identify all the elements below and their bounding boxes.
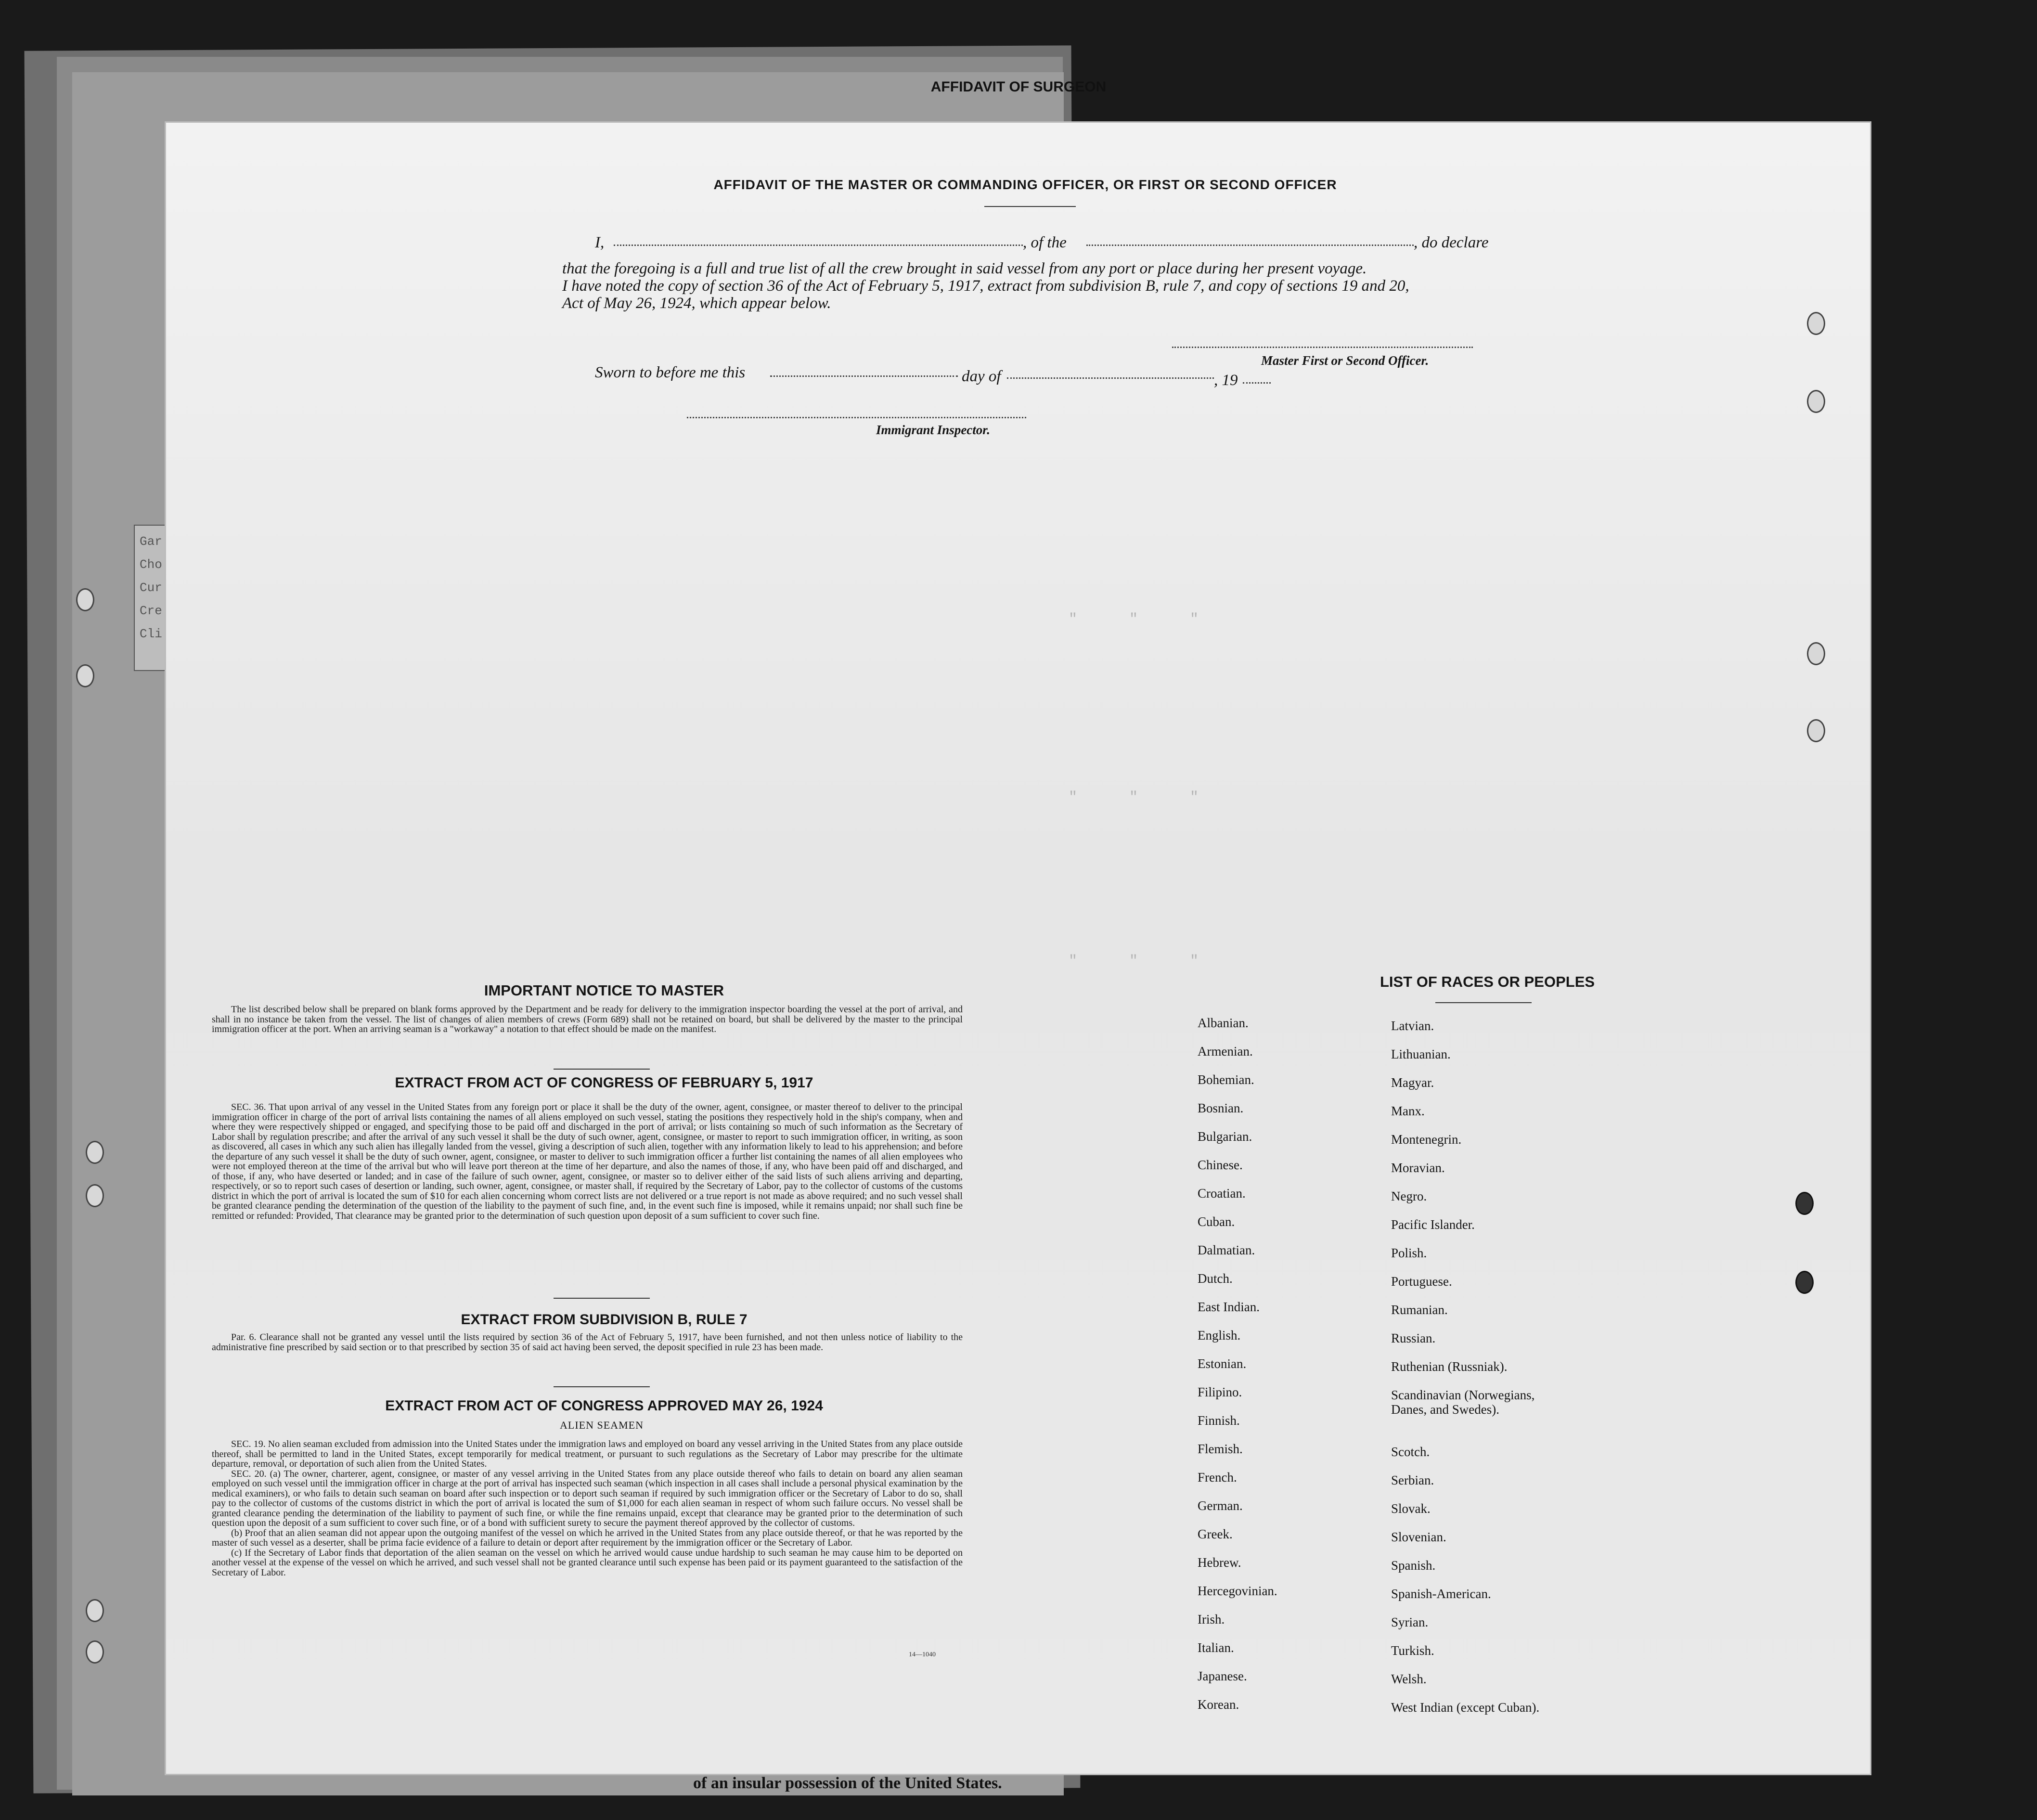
race-item: French.	[1198, 1470, 1237, 1484]
race-item: Spanish.	[1391, 1558, 1436, 1573]
race-item: Montenegrin.	[1391, 1132, 1462, 1147]
affidavit-body-line: Act of May 26, 1924, which appear below.	[562, 295, 831, 312]
title-rule	[984, 206, 1076, 207]
race-item: Turkish.	[1391, 1643, 1434, 1658]
affidavit-i-label: I,	[595, 234, 605, 251]
year-label: , 19	[1214, 372, 1238, 389]
race-item: Welsh.	[1391, 1672, 1427, 1686]
race-item: Magyar.	[1391, 1075, 1434, 1090]
rule-7-body: Par. 6. Clearance shall not be granted any vessel until the lists required by section 36 of the Act of February 5, 1917, have been furnished, and not then unless notice of liability to the administrative fine prescribed by said section or to that prescribed by section 35 of said act having been served, the deposit specified in rule 23 has been made.	[212, 1332, 963, 1353]
race-item: Flemish.	[1198, 1442, 1243, 1456]
race-item: West Indian (except Cuban).	[1391, 1700, 1540, 1715]
strip-label: Cur	[140, 581, 162, 595]
section-rule	[554, 1298, 650, 1299]
affidavit-body-line: that the foregoing is a full and true list of all the crew brought in said vessel from any port or place during her present voyage.	[562, 260, 1367, 277]
section-rule	[1435, 1002, 1532, 1003]
races-title: LIST OF RACES OR PEOPLES	[1379, 973, 1595, 990]
affidavit-title: AFFIDAVIT OF THE MASTER OR COMMANDING OFFICER, OR FIRST OR SECOND OFFICER	[713, 177, 1337, 192]
race-item: Scotch.	[1391, 1445, 1430, 1459]
bleed-through-text: " " "	[1069, 953, 1199, 969]
master-signature-label: Master First or Second Officer.	[1261, 353, 1429, 368]
section-rule	[554, 1386, 650, 1387]
notice-body: The list described below shall be prepared on blank forms approved by the Department and be ready for delivery to the immigration inspector boarding the vessel at the port of arrival, and shall in no instance be taken from the vessel. The list of changes of alien members of crews (Form 689) shall not be retained on board, but shall be delivered by the master to the principal immigration officer at the port. When an arriving seaman is a "workaway" a notation to that effect should be made on the manifest.	[212, 1004, 963, 1034]
act-1924-text	[212, 1439, 963, 1577]
punch-hole-icon	[1807, 390, 1825, 413]
race-item: Bosnian.	[1198, 1101, 1244, 1115]
race-item: Negro.	[1391, 1189, 1427, 1203]
act-1917-title: EXTRACT FROM ACT OF CONGRESS OF FEBRUARY 5, 1917	[395, 1075, 813, 1091]
race-item: Finnish.	[1198, 1413, 1240, 1428]
race-item: Rumanian.	[1391, 1303, 1448, 1317]
race-item: Armenian.	[1198, 1044, 1253, 1058]
sworn-month-field[interactable]	[1007, 377, 1214, 379]
race-item: Greek.	[1198, 1527, 1233, 1541]
act-1924-subtitle: ALIEN SEAMEN	[560, 1419, 644, 1431]
race-item: Bohemian.	[1198, 1072, 1254, 1087]
race-item: Manx.	[1391, 1104, 1425, 1118]
race-item: Moravian.	[1391, 1161, 1445, 1175]
race-item: East Indian.	[1198, 1300, 1260, 1314]
strip-label: Gar	[140, 534, 162, 549]
race-item: Dalmatian.	[1198, 1243, 1255, 1257]
notice-text	[212, 1005, 963, 1034]
rule-7-text	[212, 1332, 963, 1352]
punch-hole-icon	[1795, 1271, 1814, 1294]
race-item: Italian.	[1198, 1640, 1234, 1655]
race-item: Serbian.	[1391, 1473, 1434, 1487]
race-item: Slovenian.	[1391, 1530, 1446, 1544]
punch-hole-icon	[86, 1640, 104, 1664]
strip-label: Cli	[140, 627, 162, 641]
section-20b: (b) Proof that an alien seaman did not appear upon the outgoing manifest of the vessel on which he arrived in the United States from any place outside thereof, or that he was reported by the master of such vessel as a deserter, shall be prima facie evidence of a failure to detain or deport after requirement by the immigration officer or the Secretary of Labor.	[212, 1527, 963, 1548]
punch-hole-icon	[86, 1141, 104, 1164]
race-item: Hercegovinian.	[1198, 1584, 1277, 1598]
vessel-field[interactable]	[1086, 245, 1414, 246]
race-item: Ruthenian (Russniak).	[1391, 1359, 1508, 1374]
punch-hole-icon	[1807, 719, 1825, 742]
race-item: Lithuanian.	[1391, 1047, 1451, 1061]
race-item: Russian.	[1391, 1331, 1436, 1345]
race-item: Cuban.	[1198, 1214, 1235, 1229]
race-item: Hebrew.	[1198, 1555, 1241, 1570]
race-item: Pacific Islander.	[1391, 1217, 1475, 1232]
form-number: 14—1040	[909, 1651, 936, 1658]
affidavit-body-line: I have noted the copy of section 36 of the Act of February 5, 1917, extract from subdivision B, rule 7, and copy of sections 19 and 20,	[562, 277, 1409, 295]
race-item: Estonian.	[1198, 1356, 1247, 1371]
race-item	[1391, 1388, 1564, 1445]
race-item-text: Scandinavian (Norwegians, Danes, and Swedes).	[1391, 1388, 1535, 1417]
affidavit-of-the-label: , of the	[1023, 234, 1067, 251]
day-of-label: day of	[962, 368, 1001, 385]
race-item: Syrian.	[1391, 1615, 1429, 1629]
race-item: Latvian.	[1391, 1019, 1434, 1033]
race-item: Polish.	[1391, 1246, 1427, 1260]
section-19: SEC. 19. No alien seaman excluded from admission into the United States under the immigration laws and employed on board any vessel arriving in the United States from any place outside thereof, shall be permitted to land in the United States, except temporarily for medical treatment, or pursuant to such regulations as the Secretary of Labor may prescribe for the ultimate departure, removal, or deportation of such alien from the United States.	[212, 1439, 963, 1469]
race-item: Chinese.	[1198, 1158, 1243, 1172]
inspector-signature-field[interactable]	[687, 417, 1026, 418]
race-item: Japanese.	[1198, 1669, 1247, 1683]
bleed-through-text: " " "	[1069, 789, 1199, 806]
race-item: English.	[1198, 1328, 1241, 1342]
punch-hole-icon	[76, 588, 94, 611]
section-20c: (c) If the Secretary of Labor finds that deportation of the alien seaman on the vessel on which he arrived would cause undue hardship to such seaman he may cause him to be deported on another vessel at the expense of the vessel on which he arrived, and such vessel shall not be granted clearance until such expense has been paid or its payment guaranteed to the satisfaction of the Secretary of Labor.	[212, 1547, 963, 1578]
bleed-through-text: " " "	[1069, 611, 1199, 628]
race-item: Filipino.	[1198, 1385, 1242, 1399]
act-1924-title: EXTRACT FROM ACT OF CONGRESS APPROVED MAY 26, 1924	[385, 1398, 823, 1414]
section-20a: SEC. 20. (a) The owner, charterer, agent, consignee, or master of any vessel arriving in the United States from any place outside thereof who fails to detain on board any alien seaman employed on such vessel until the immigration officer in charge at the port of arrival has inspected such seaman (which inspection in all cases shall include a personal physical examination by the medical examiners), or who fails to detain such seaman on board after such inspection or to deport such seaman if required by such immigration officer or the Secretary of Labor to do so, shall pay to the collector of customs of the customs district in which the port of arrival is located the sum of $1,000 for each alien seaman in respect of whom such failure occurs. No vessel shall be granted clearance pending the determination of the liability to payment of such fine, or while the fine remains unpaid, except that clearance may be granted prior to the determination of such question upon the deposit of a sum sufficient to cover such fine, or of a bond with sufficient surety to secure the payment thereof approved by the collector of customs.	[212, 1468, 963, 1528]
strip-label: Cre	[140, 604, 162, 618]
races-left-column	[1198, 1016, 1277, 1726]
race-item: Korean.	[1198, 1697, 1239, 1712]
name-field[interactable]	[614, 245, 1023, 246]
race-item: Dutch.	[1198, 1271, 1233, 1286]
punch-hole-icon	[1795, 1192, 1814, 1215]
sworn-day-field[interactable]	[770, 375, 958, 377]
back-sheet-bottom-text: of an insular possession of the United States.	[693, 1774, 1002, 1792]
punch-hole-icon	[86, 1184, 104, 1207]
punch-hole-icon	[76, 664, 94, 687]
sworn-label: Sworn to before me this	[595, 364, 746, 381]
race-item: Slovak.	[1391, 1501, 1431, 1516]
back-sheet-title: AFFIDAVIT OF SURGEON	[930, 79, 1107, 95]
race-item: Irish.	[1198, 1612, 1225, 1626]
race-item: Portuguese.	[1391, 1274, 1452, 1289]
race-item: Albanian.	[1198, 1016, 1249, 1030]
punch-hole-icon	[86, 1599, 104, 1622]
section-rule	[554, 1069, 650, 1070]
act-1917-body: SEC. 36. That upon arrival of any vessel in the United States from any foreign port or place it shall be the duty of the owner, agent, consignee, or master thereof to deliver to the principal immigration officer in charge of the port of arrival lists containing the names of all aliens employed on such vessel, stating the positions they respectively hold in the ship's company, when and where they were respectively shipped or engaged, and specifying those to be paid off and discharged in the port of arrival; or lists containing so much of such information as the Secretary of Labor shall by regulation prescribe; and after the arrival of any such vessel it shall be the duty of such owner, agent, consignee, or master to report to such immigration officer, in writing, as soon as discovered, all cases in which any such alien has illegally landed from the vessel, giving a description of such alien, together with any information likely to lead to his apprehension; and before the departure of any such vessel it shall be the duty of such owner, agent, consignee, or master to deliver to such immigration officer a further list containing the names of all alien employees who were not employed thereon at the time of the arrival but who will leave port thereon at the time of her departure, and also the names of those, if any, who have been paid off and discharged, and of those, if any, who have deserted or landed; and in case of the failure of such owner, agent, consignee, or master so to deliver either of the said lists of such aliens arriving and departing, respectively, or so to report such cases of desertion or landing, such owner, agent, consignee, or master shall, if required by the Secretary of Labor, pay to the collector of customs of the customs district in which the port of arrival is located the sum of $10 for each alien concerning whom correct lists are not delivered or a true report is not made as above required; and no such vessel shall be granted clearance pending the determination of the question of the liability to the payment of such fine, and, in the event such fine is imposed, while it remains unpaid; nor shall such fine be remitted or refunded: Provided, That clearance may be granted prior to the determination of such question upon deposit of a sum sufficient to cover such fine.	[212, 1102, 963, 1221]
master-signature-field[interactable]	[1172, 347, 1473, 348]
punch-hole-icon	[1807, 312, 1825, 335]
inspector-label: Immigrant Inspector.	[876, 423, 991, 437]
notice-title: IMPORTANT NOTICE TO MASTER	[484, 982, 724, 999]
race-item: Spanish-American.	[1391, 1587, 1491, 1601]
races-right-column	[1391, 1019, 1564, 1729]
punch-hole-icon	[1807, 642, 1825, 665]
strip-label: Cho	[140, 557, 162, 572]
race-item: Croatian.	[1198, 1186, 1246, 1200]
rule-7-title: EXTRACT FROM SUBDIVISION B, RULE 7	[461, 1312, 748, 1328]
sworn-year-field[interactable]	[1243, 382, 1271, 384]
affidavit-do-declare-label: , do declare	[1414, 234, 1489, 251]
act-1917-text	[212, 1102, 963, 1221]
race-item: German.	[1198, 1498, 1243, 1513]
race-item: Bulgarian.	[1198, 1129, 1252, 1144]
